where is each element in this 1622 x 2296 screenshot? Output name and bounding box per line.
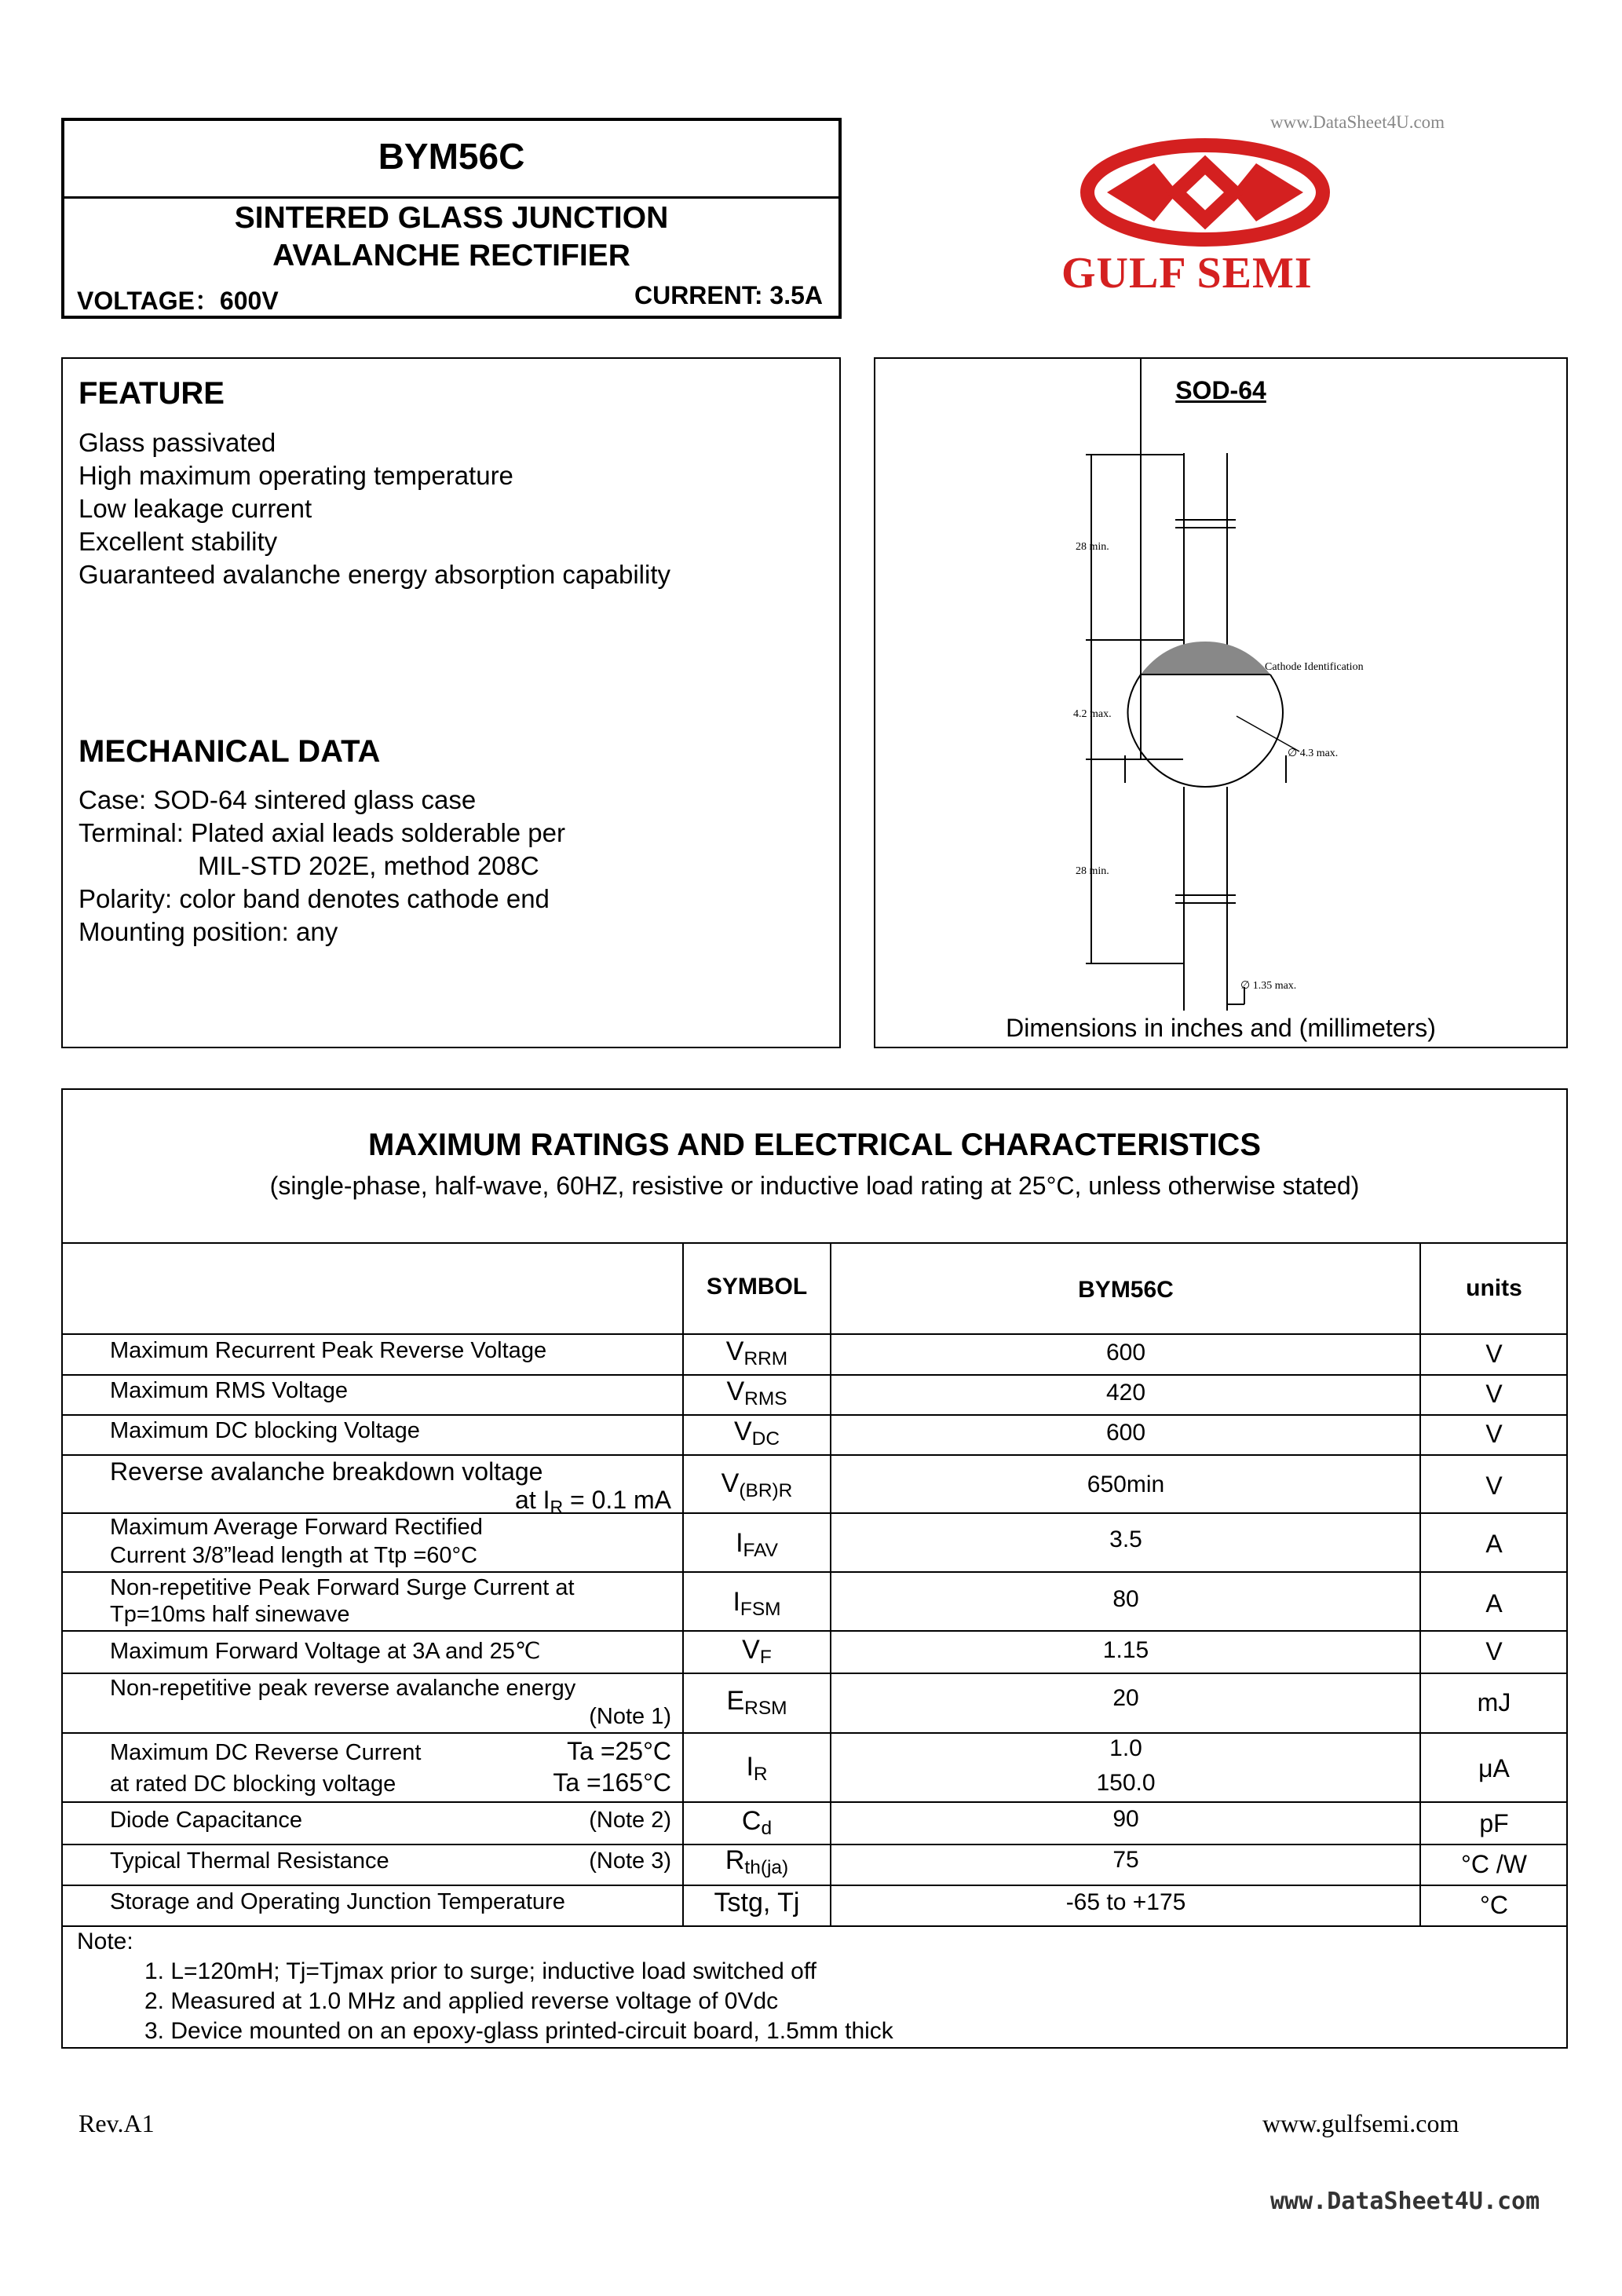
dim-lead-diameter: ∅ 1.35 max. bbox=[1240, 980, 1297, 992]
footer-website-link[interactable]: www.gulfsemi.com bbox=[1262, 2109, 1459, 2137]
mechanical-heading: MECHANICAL DATA bbox=[79, 734, 381, 769]
feature-item: Glass passivated bbox=[79, 428, 276, 457]
dim-body-diameter: ∅ 4.3 max. bbox=[1288, 748, 1339, 759]
param-value: 1.0 bbox=[1109, 1735, 1142, 1761]
param-unit: V bbox=[1485, 1637, 1503, 1665]
feature-item: Excellent stability bbox=[79, 527, 278, 556]
ratings-table bbox=[61, 1088, 1568, 2049]
param-symbol: $I_{FSM}$ bbox=[732, 1587, 781, 1621]
param-symbol: $C_d$ bbox=[741, 1806, 773, 1840]
title-box bbox=[61, 118, 842, 319]
param-value: 600 bbox=[1105, 1420, 1146, 1446]
param-condition: Ta =25°C bbox=[567, 1737, 671, 1765]
col-symbol-header: SYMBOL bbox=[706, 1274, 808, 1300]
feature-item: Low leakage current bbox=[79, 494, 312, 523]
param-label: Non-repetitive peak reverse avalanche energy bbox=[110, 1676, 576, 1701]
subtitle-line-1: SINTERED GLASS JUNCTION bbox=[234, 201, 669, 235]
param-label-2: at rated DC blocking voltage bbox=[110, 1771, 396, 1797]
table-title: MAXIMUM RATINGS AND ELECTRICAL CHARACTERISTICS bbox=[367, 1128, 1261, 1162]
param-value: 420 bbox=[1105, 1380, 1146, 1406]
param-value: 20 bbox=[1112, 1685, 1139, 1711]
param-unit: mJ bbox=[1477, 1688, 1511, 1717]
package-box bbox=[874, 357, 1568, 1048]
current-rating: CURRENT: 3.5A bbox=[634, 281, 823, 309]
param-symbol: $V_{DC}$ bbox=[733, 1417, 780, 1450]
feature-item: Guaranteed avalanche energy absorption capability bbox=[79, 560, 671, 589]
param-value: -65 to +175 bbox=[1065, 1889, 1186, 1915]
param-value: 600 bbox=[1105, 1340, 1146, 1366]
gulf-semi-logo-icon bbox=[1060, 133, 1350, 267]
revision-label: Rev.A1 bbox=[79, 2109, 155, 2137]
param-unit: °C bbox=[1480, 1891, 1508, 1919]
param-value-2: 150.0 bbox=[1096, 1770, 1156, 1796]
col-part-header: BYM56C bbox=[1078, 1277, 1174, 1303]
dim-cathode-label: Cathode Identification bbox=[1265, 661, 1364, 673]
param-label: Diode Capacitance bbox=[110, 1808, 303, 1833]
param-label-2: Tp=10ms half sinewave bbox=[110, 1602, 350, 1627]
param-label: Typical Thermal Resistance bbox=[110, 1848, 389, 1874]
feature-item: High maximum operating temperature bbox=[79, 461, 513, 490]
param-label: Non-repetitive Peak Forward Surge Current at bbox=[110, 1575, 575, 1600]
param-unit: V bbox=[1485, 1380, 1503, 1408]
param-label: Maximum DC Reverse Current bbox=[110, 1740, 422, 1765]
sod64-outline-diagram bbox=[875, 359, 1566, 1050]
mechanical-item: Mounting position: any bbox=[79, 917, 338, 946]
param-unit: μA bbox=[1478, 1754, 1510, 1782]
param-value: 3.5 bbox=[1109, 1526, 1142, 1552]
param-value: 75 bbox=[1112, 1847, 1139, 1873]
dimensions-caption: Dimensions in inches and (millimeters) bbox=[1006, 1014, 1436, 1042]
param-symbol: $I_R$ bbox=[746, 1752, 768, 1786]
param-label-2: Current 3/8”lead length at Ttp =60°C bbox=[110, 1543, 478, 1568]
param-label: Maximum DC blocking Voltage bbox=[110, 1418, 420, 1443]
mechanical-item: Terminal: Plated axial leads solderable per bbox=[79, 818, 566, 847]
param-symbol: $I_{FAV}$ bbox=[736, 1528, 778, 1562]
note-item: 1. L=120mH; Tj=Tjmax prior to surge; inductive load switched off bbox=[144, 1958, 816, 1984]
param-unit: A bbox=[1485, 1530, 1503, 1558]
param-label: Maximum RMS Voltage bbox=[110, 1378, 348, 1403]
param-symbol: Tstg, Tj bbox=[714, 1888, 800, 1918]
param-unit: °C /W bbox=[1461, 1850, 1527, 1878]
param-label: Maximum Forward Voltage at 3A and 25℃ bbox=[110, 1639, 541, 1664]
param-symbol: $E_{RSM}$ bbox=[726, 1686, 787, 1720]
package-name: SOD-64 bbox=[1175, 376, 1266, 404]
param-unit: A bbox=[1485, 1589, 1503, 1618]
company-name: GULF SEMI bbox=[1061, 249, 1313, 298]
param-condition: at $I_R = 0.1$ mA bbox=[515, 1486, 671, 1517]
dim-lead-top: 28 min. bbox=[1076, 541, 1109, 553]
mechanical-item: MIL-STD 202E, method 208C bbox=[198, 851, 539, 880]
param-label: Maximum Recurrent Peak Reverse Voltage bbox=[110, 1338, 547, 1363]
part-number: BYM56C bbox=[378, 136, 525, 177]
watermark-bottom: www.DataSheet4U.com bbox=[1270, 2188, 1540, 2215]
param-symbol: $V_{(BR)R}$ bbox=[721, 1468, 793, 1502]
param-label: Storage and Operating Junction Temperature bbox=[110, 1889, 565, 1914]
watermark-top: www.DataSheet4U.com bbox=[1270, 112, 1445, 132]
mechanical-item: Polarity: color band denotes cathode end bbox=[79, 884, 550, 913]
param-symbol: $V_F$ bbox=[742, 1635, 772, 1669]
dim-body-length: 4.2 max. bbox=[1073, 708, 1112, 720]
dim-lead-bottom: 28 min. bbox=[1076, 865, 1109, 877]
param-value: 650min bbox=[1087, 1472, 1165, 1497]
param-unit: V bbox=[1485, 1420, 1503, 1448]
voltage-rating: VOLTAGE：600V bbox=[77, 287, 279, 315]
param-label: Maximum Average Forward Rectified bbox=[110, 1515, 483, 1540]
param-value: 80 bbox=[1112, 1586, 1139, 1612]
param-symbol: $V_{RMS}$ bbox=[726, 1377, 787, 1410]
title-divider bbox=[64, 196, 838, 199]
table-subtitle: (single-phase, half-wave, 60HZ, resistive or inductive load rating at 25°C, unless otherwise stated) bbox=[269, 1172, 1360, 1200]
param-symbol: $R_{th(ja)}$ bbox=[725, 1845, 789, 1879]
note-item: 3. Device mounted on an epoxy-glass printed-circuit board, 1.5mm thick bbox=[144, 2018, 893, 2044]
param-condition-2: Ta =165°C bbox=[553, 1768, 671, 1797]
param-label: Reverse avalanche breakdown voltage bbox=[110, 1457, 543, 1486]
param-unit: pF bbox=[1479, 1809, 1509, 1837]
param-value: 90 bbox=[1112, 1806, 1139, 1832]
subtitle-line-2: AVALANCHE RECTIFIER bbox=[272, 239, 630, 272]
param-unit: V bbox=[1485, 1472, 1503, 1500]
feature-box bbox=[61, 357, 841, 1048]
param-value: 1.15 bbox=[1102, 1637, 1149, 1663]
param-symbol: $V_{RRM}$ bbox=[725, 1336, 788, 1370]
col-units-header: units bbox=[1466, 1275, 1522, 1301]
param-note: (Note 2) bbox=[589, 1808, 671, 1833]
notes-heading: Note: bbox=[77, 1929, 133, 1954]
note-item: 2. Measured at 1.0 MHz and applied reverse voltage of 0Vdc bbox=[144, 1988, 779, 2014]
feature-heading: FEATURE bbox=[79, 376, 225, 411]
param-note: (Note 1) bbox=[589, 1704, 671, 1729]
param-unit: V bbox=[1485, 1340, 1503, 1368]
mechanical-item: Case: SOD-64 sintered glass case bbox=[79, 785, 477, 814]
param-note: (Note 3) bbox=[589, 1848, 671, 1874]
